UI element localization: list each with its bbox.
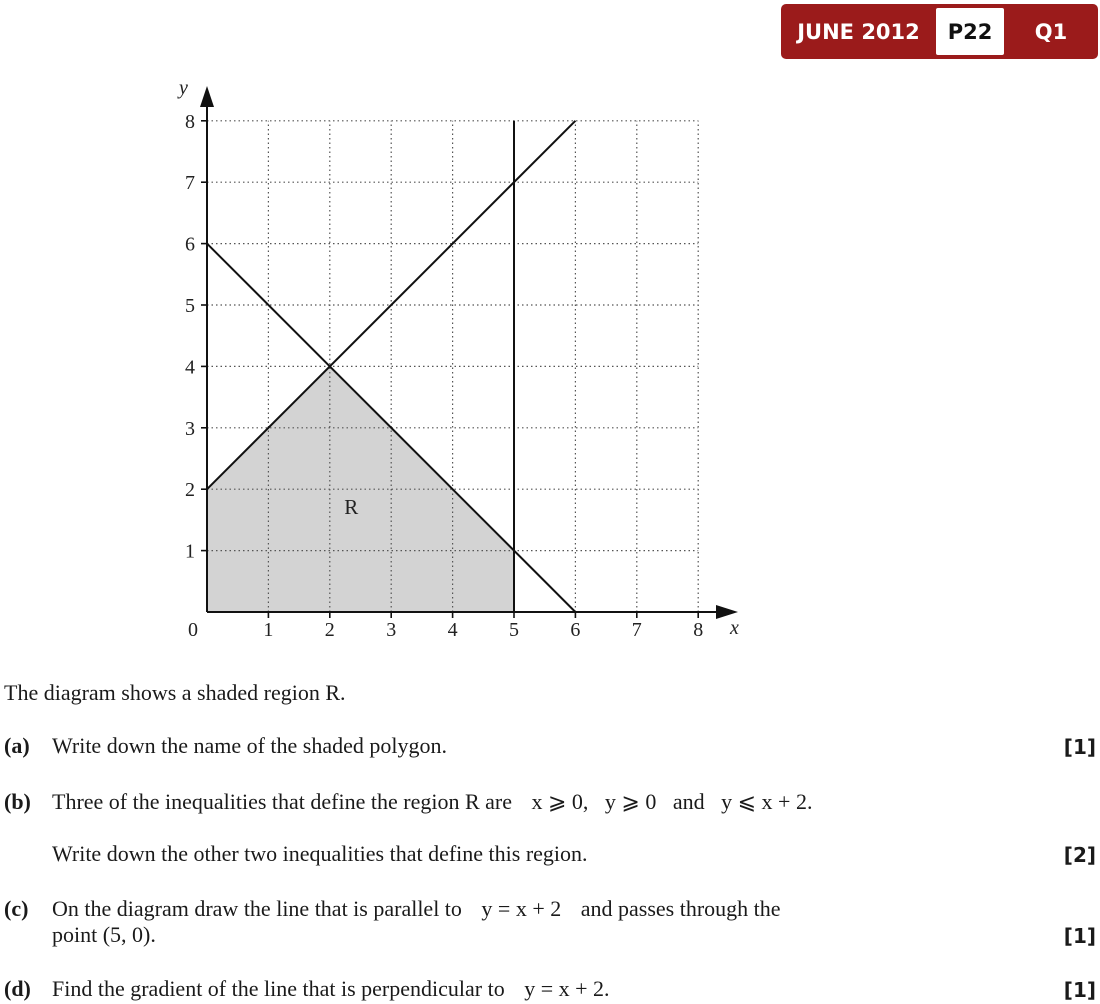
- y-tick-label-7: 7: [185, 172, 195, 195]
- part-c-text: [52, 896, 781, 922]
- coordinate-graph: [0, 70, 760, 650]
- y-tick-label-1: 1: [185, 540, 195, 563]
- part-c-equation: y = x + 2: [481, 896, 562, 921]
- y-tick-label-2: 2: [185, 479, 195, 502]
- x-tick-label-8: 8: [693, 619, 704, 641]
- paper-code: P22: [936, 8, 1004, 55]
- x-tick-label-6: 6: [570, 619, 581, 641]
- x-tick-label-3: 3: [386, 619, 397, 641]
- part-d-text-lead: Find the gradient of the line that is perpendicular to: [52, 976, 505, 1001]
- x-tick-label-7: 7: [631, 619, 642, 641]
- part-b-label: (b): [4, 789, 31, 814]
- part-a-text: Write down the name of the shaded polygon.: [52, 733, 448, 758]
- y-tick-label-8: 8: [185, 110, 195, 133]
- part-b-marks: [2]: [1063, 843, 1096, 867]
- part-d-label: (d): [4, 976, 31, 1001]
- y-tick-label-3: 3: [185, 417, 195, 440]
- exam-date: JUNE 2012: [797, 19, 920, 44]
- part-b-text-lead: Three of the inequalities that define the region R are: [52, 789, 512, 814]
- part-a-label: (a): [4, 733, 30, 758]
- part-b-inequalities: x ⩾ 0, y ⩾ 0 and y ⩽ x + 2.: [531, 789, 813, 814]
- part-a-marks: [1]: [1063, 735, 1096, 759]
- part-c-text-lead: On the diagram draw the line that is parallel to: [52, 896, 462, 921]
- region-label: R: [344, 494, 359, 519]
- part-d-marks: [1]: [1063, 978, 1096, 1002]
- part-d-text: [52, 976, 610, 1002]
- part-b-text-2: Write down the other two inequalities that define this region.: [52, 841, 588, 866]
- x-tick-label-0: 0: [188, 619, 198, 641]
- y-tick-label-4: 4: [185, 356, 195, 379]
- y-tick-label-6: 6: [185, 233, 195, 256]
- part-d-equation: y = x + 2.: [524, 976, 610, 1001]
- x-tick-label-2: 2: [324, 619, 335, 641]
- part-b-text: [52, 789, 812, 815]
- y-axis-arrow: [200, 86, 214, 107]
- part-c-marks: [1]: [1063, 924, 1096, 948]
- part-c-label: (c): [4, 896, 29, 921]
- x-axis-label: x: [730, 617, 739, 639]
- question-intro: The diagram shows a shaded region R.: [4, 680, 346, 705]
- x-tick-label-1: 1: [263, 619, 274, 641]
- question-number: Q1: [1034, 19, 1068, 44]
- x-tick-label-5: 5: [509, 619, 519, 641]
- x-tick-label-4: 4: [447, 619, 458, 641]
- paper-reference-badge: [781, 4, 1098, 59]
- y-tick-label-5: 5: [185, 295, 195, 317]
- part-c-text-after: and passes through the: [580, 896, 781, 921]
- y-axis-label: y: [179, 77, 188, 99]
- part-c-text-2: point (5, 0).: [52, 922, 156, 947]
